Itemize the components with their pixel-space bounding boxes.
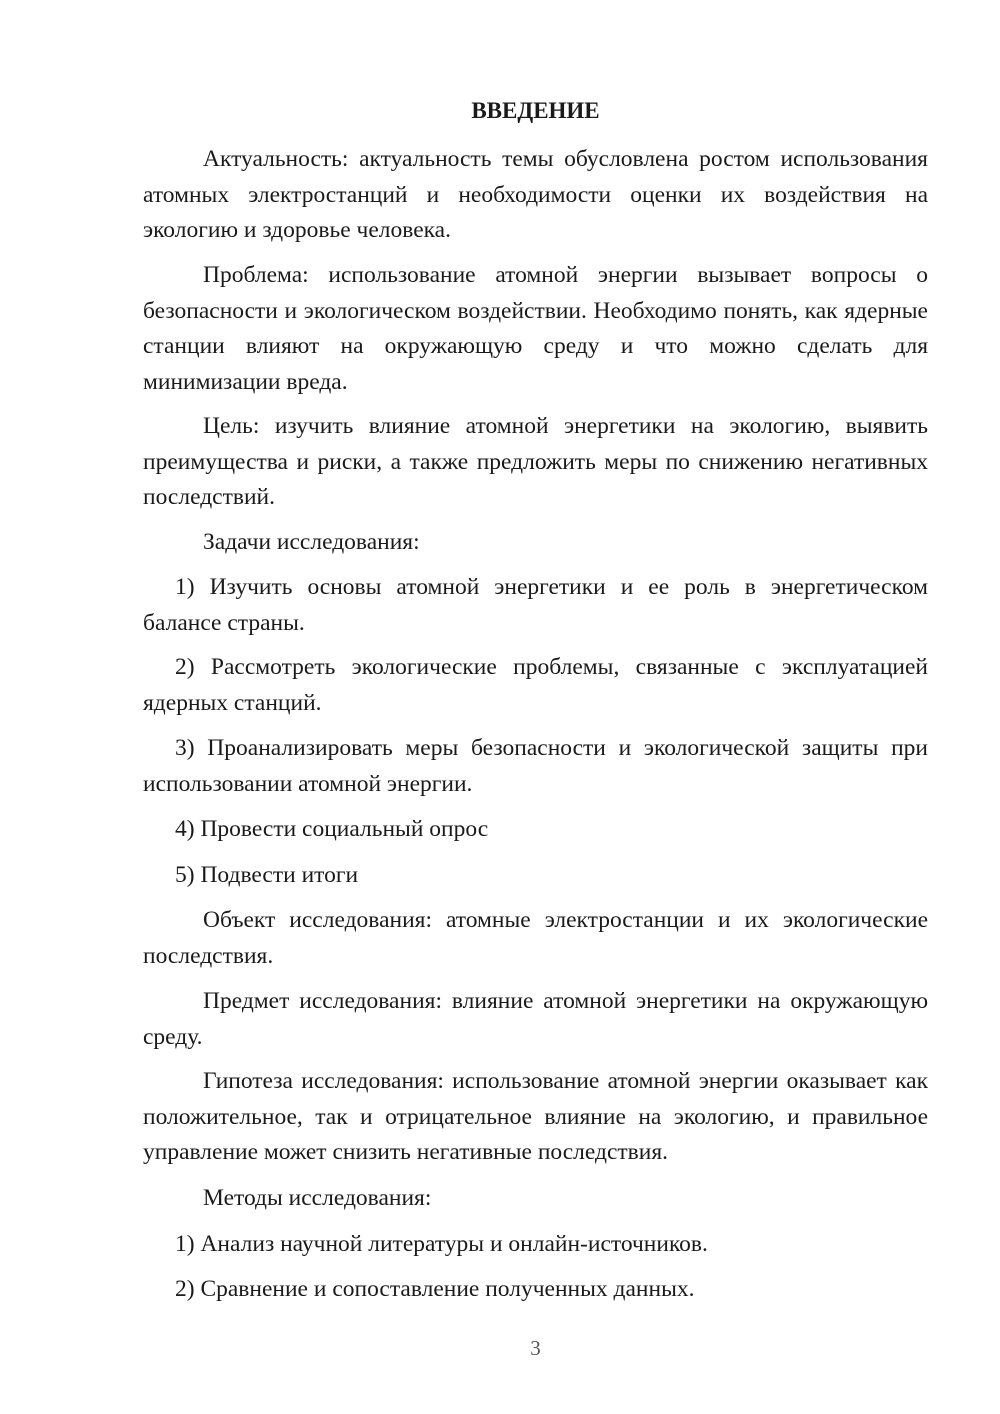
list-item-task-3: 3) Проанализировать меры безопасности и экологической защиты при использовании атомной энергии. [143,735,928,797]
page-title: ВВЕДЕНИЕ [471,98,600,123]
list-item-task-5: 5) Подвести итоги [175,862,359,888]
paragraph-tasks-heading: Задачи исследования: [203,529,420,555]
paragraph-hypothesis: Гипотеза исследования: использование атомной энергии оказывает как положительное, так и отрицательное влияние на экологию, и правильное управление может снизить негативные последствия. [143,1068,928,1165]
list-item-task-2: 2) Рассмотреть экологические проблемы, связанные с эксплуатацией ядерных станций. [143,654,928,716]
paragraph-object: Объект исследования: атомные электростанции и их экологические последствия. [143,907,928,969]
paragraph-relevance: Актуальность: актуальность темы обусловлена ростом использования атомных электростанций и необходимости оценки их воздействия на экологию и здоровье человека. [143,146,928,243]
paragraph-problem: Проблема: использование атомной энергии вызывает вопросы о безопасности и экологическом воздействии. Необходимо понять, как ядерные станции влияют на окружающую среду и что можно сделать для минимизации вреда. [143,262,928,395]
document-page [143,0,928,1414]
paragraph-subject: Предмет исследования: влияние атомной энергетики на окружающую среду. [143,988,928,1050]
paragraph-goal: Цель: изучить влияние атомной энергетики на экологию, выявить преимущества и риски, а также предложить меры по снижению негативных последствий. [143,413,928,510]
list-item-method-2: 2) Сравнение и сопоставление полученных данных. [175,1276,695,1302]
paragraph-methods-heading: Методы исследования: [203,1185,432,1211]
list-item-task-4: 4) Провести социальный опрос [175,816,489,842]
page-number: 3 [530,1336,541,1360]
list-item-method-1: 1) Анализ научной литературы и онлайн-источников. [175,1231,708,1257]
list-item-task-1: 1) Изучить основы атомной энергетики и ее роль в энергетическом балансе страны. [143,574,928,636]
